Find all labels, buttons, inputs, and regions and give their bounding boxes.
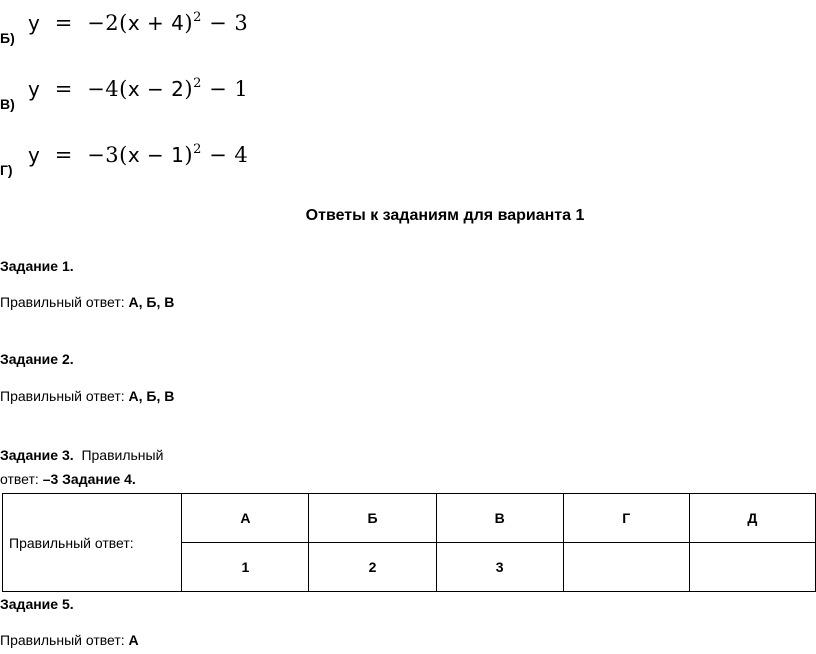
answer-prefix: Правильный ответ: <box>0 632 125 648</box>
formula-tail: − 1 <box>209 77 249 101</box>
option-label-v: В) <box>0 96 15 112</box>
table-header-cell: В <box>436 494 563 543</box>
option-label-b: Б) <box>0 30 15 46</box>
formula-coef: −2 <box>87 11 120 35</box>
task-3-title: Задание 3. <box>0 447 74 463</box>
table-value-cell: 3 <box>436 543 563 592</box>
formula-eq: = <box>54 11 73 35</box>
task-1-answer <box>0 294 174 310</box>
formula-exp: 2 <box>193 10 202 25</box>
answer-prefix: Правильный ответ: <box>0 294 125 310</box>
answer-prefix-part2: ответ: <box>0 471 39 487</box>
formula-inner: x + 4 <box>127 11 185 35</box>
formula-var: y <box>28 143 41 167</box>
table-value-cell: 2 <box>309 543 436 592</box>
formula-var: y <box>28 11 41 35</box>
answer-value: А, Б, В <box>128 388 175 404</box>
formula-var: y <box>28 77 41 101</box>
formula-tail: − 4 <box>209 143 249 167</box>
formula-option-g: $y = -3(x - 1)^2 - 4$ <box>28 142 249 167</box>
answer-prefix: Правильный ответ: <box>0 388 125 404</box>
formula-eq: = <box>54 77 73 101</box>
table-value-cell: 1 <box>182 543 309 592</box>
table-header-cell: Г <box>563 494 689 543</box>
formula-option-b: $y = -2(x + 4)^2 - 3$ <box>28 10 249 35</box>
option-label-g: Г) <box>0 162 13 178</box>
answers-heading: Ответы к заданиям для варианта 1 <box>305 207 585 224</box>
formula-coef: −4 <box>87 77 120 101</box>
table-value-cell <box>689 543 815 592</box>
formula-inner: x − 2 <box>127 77 185 101</box>
table-value-cell <box>563 543 689 592</box>
answer-value: А, Б, В <box>128 294 175 310</box>
formula-coef: −3 <box>87 143 120 167</box>
table-row-label: Правильный ответ: <box>3 494 182 592</box>
formula-eq: = <box>54 143 73 167</box>
answer-prefix-part1: Правильный <box>81 447 164 463</box>
table-header-cell: Д <box>689 494 815 543</box>
answer-value: –3 <box>42 471 59 487</box>
formula-tail: − 3 <box>209 11 249 35</box>
task-2-title: Задание 2. <box>0 351 74 367</box>
answer-value: А <box>128 632 139 648</box>
task-5-answer <box>0 632 139 648</box>
task-4-answer-table <box>2 493 816 592</box>
task-1-title: Задание 1. <box>0 258 74 274</box>
table-header-cell: А <box>182 494 309 543</box>
formula-option-v: $y = -4(x - 2)^2 - 1$ <box>28 76 249 101</box>
task-3-line-1 <box>0 447 163 463</box>
task-2-answer <box>0 388 174 404</box>
task-5-title: Задание 5. <box>0 596 74 612</box>
formula-exp: 2 <box>193 142 202 157</box>
table-row <box>3 494 816 543</box>
task-3-line-2 <box>0 471 136 487</box>
formula-exp: 2 <box>193 76 202 91</box>
task-4-title: Задание 4. <box>62 471 136 487</box>
formula-inner: x − 1 <box>127 143 185 167</box>
table-header-cell: Б <box>309 494 436 543</box>
